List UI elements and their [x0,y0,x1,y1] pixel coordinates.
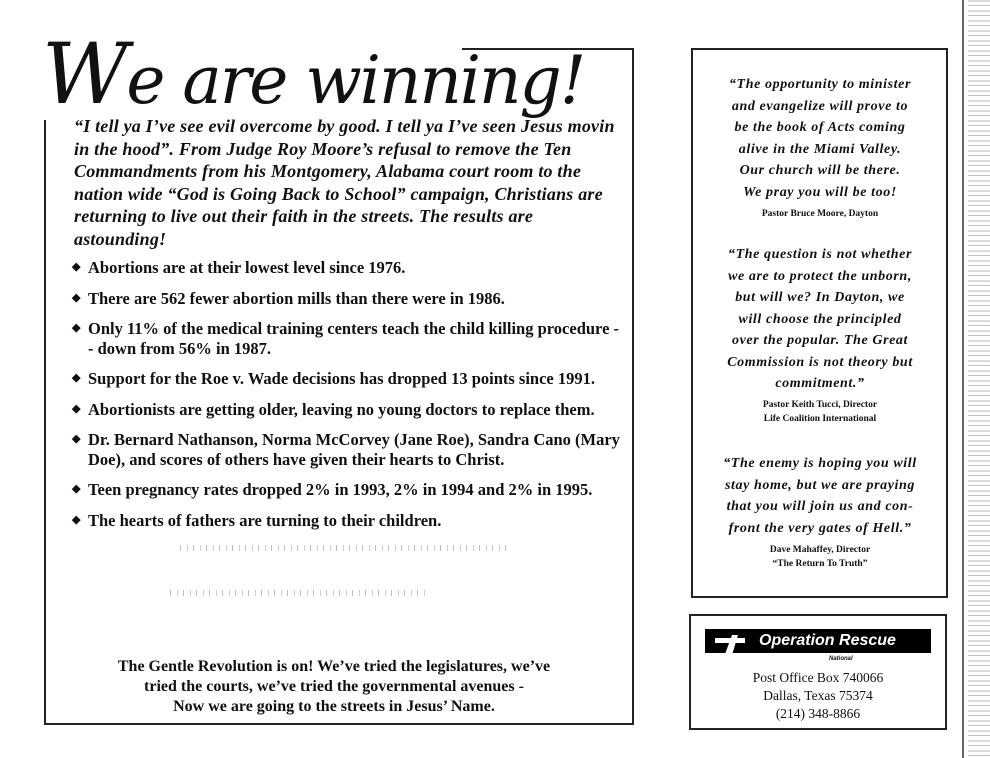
attribution-line: Pastor Bruce Moore, Dayton [761,209,879,219]
bullet-item [72,258,622,278]
quote-line: but will we? In Dayton, we [735,290,905,305]
closing-line: tried the courts, we’ve tried the governmental avenues - [144,678,524,695]
diamond-bullet-icon: ◆ [72,483,81,495]
contact-panel [689,614,947,730]
org-name: Operation Rescue [759,632,896,649]
bullet-text: The hearts of fathers are turning to their children. [88,510,442,530]
scan-edge-line [962,0,964,758]
bullet-text: Dr. Bernard Nathanson, Norma McCorvey (Jane Roe), Sandra Cano (Mary Doe), and scores of others have given their hearts to Christ. [88,430,620,469]
bullet-item [72,511,622,531]
quote-line: Commission is not theory but [727,354,913,370]
intro-quote: “I tell ya I’ve see evil overcome by good. I tell ya I’ve seen Jesus movin in the hood”. From Judge Roy Moore’s refusal to remove the Ten Commandments from his Montgomery, Alabama court room to the nation wide “God is Going Back to School” campaign, Christians are returning to live out their faith in the streets. The results are astounding! [74,116,615,249]
attribution-line: Life Coalition International [763,414,877,424]
address-line: Dallas, Texas 75374 [763,688,873,703]
testimonial-attribution [699,543,941,571]
photocopy-speckle [170,590,430,596]
quote-line: will choose the principled [738,311,902,327]
address-line: Post Office Box 740066 [752,670,884,685]
testimonial-attribution [699,398,941,426]
bullet-list [72,258,622,541]
diamond-bullet-icon: ◆ [72,433,81,445]
bullet-text: Support for the Roe v. Wade decisions has dropped 13 points since 1991. [88,369,596,388]
cross-logo-icon [715,635,745,665]
phone-number: (214) 348-8866 [775,706,861,721]
quote-line: alive in the Miami Valley. [738,141,902,157]
bullet-item [72,400,622,420]
quote-line: be the book of Acts coming [734,120,906,135]
testimonial-panel [691,48,948,598]
bullet-text: Abortions are at their lowest level since 1976. [88,258,406,277]
bullet-item [72,319,622,358]
closing-line: The Gentle Revolution is on! We’ve tried the legislatures, we’ve [117,658,551,675]
bullet-text: Abortionists are getting older, leaving no young doctors to replace them. [88,399,595,419]
bullet-item [72,289,622,309]
diamond-bullet-icon: ◆ [72,513,81,526]
testimonial-quote [703,453,937,539]
operation-rescue-logo [705,629,931,653]
org-subtitle: National [829,656,853,662]
headline-rest: e are winning! [126,42,585,119]
quote-line: We pray you will be too! [743,184,897,200]
bullet-item [72,430,622,469]
quote-line: stay home, but we are praying [724,477,916,493]
headline [38,25,585,123]
bullet-text: Only 11% of the medical training centers teach the child killing procedure - - down from 56% in 1987. [88,319,620,358]
attribution-line: Dave Mahaffey, Director [769,545,871,555]
testimonial-attribution [699,207,941,221]
quote-line: we are to protect the unborn, [728,268,912,284]
quote-line: front the very gates of Hell.” [728,520,912,536]
bullet-item [72,480,622,500]
photocopy-speckle [180,545,510,551]
diamond-bullet-icon: ◆ [72,402,81,415]
quote-line: commitment.” [775,376,865,391]
testimonial-quote [703,74,937,203]
bullet-text: There are 562 fewer abortion mills than there were in 1986. [88,288,505,308]
diamond-bullet-icon: ◆ [72,261,81,273]
testimonial-quote [703,244,937,395]
quote-line: over the popular. The Great [731,333,909,348]
quote-line: that you will join us and con- [726,499,914,514]
bullet-item [72,369,622,389]
quote-line: and evangelize will prove to [731,98,909,114]
diamond-bullet-icon: ◆ [72,291,81,304]
diamond-bullet-icon: ◆ [72,372,81,384]
closing-line: Now we are going to the streets in Jesus’ Name. [173,698,495,715]
bullet-text: Teen pregnancy rates dropped 2% in 1993, 2% in 1994 and 2% in 1995. [88,480,593,499]
quote-line: Our church will be there. [739,163,901,178]
scan-edge-noise [968,0,990,758]
quote-line: “The opportunity to minister [728,77,912,92]
closing-statement [64,657,604,717]
quote-line: “The enemy is hoping you will [723,456,917,471]
quote-line: “The question is not whether [727,247,913,262]
attribution-line: “The Return To Truth” [772,559,868,569]
headline-cap: W [42,25,127,123]
mailing-address [691,669,945,723]
attribution-line: Pastor Keith Tucci, Director [762,400,878,410]
diamond-bullet-icon: ◆ [72,322,81,334]
